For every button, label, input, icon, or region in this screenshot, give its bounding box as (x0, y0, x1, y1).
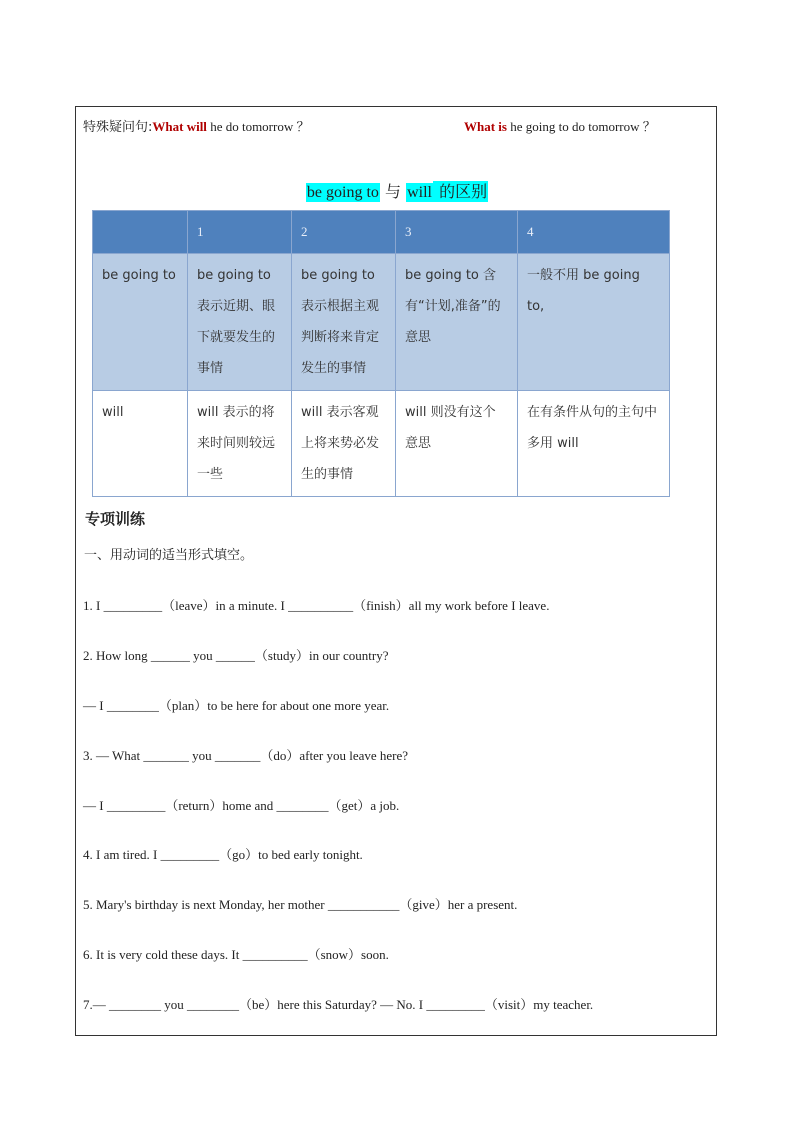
table-row-be-going-to (93, 254, 670, 391)
exercise-line: 3. — What _______ you _______（do）after you leave here? (83, 748, 409, 763)
question-line-going-to (464, 116, 656, 135)
exercise-line: — I ________（plan）to be here for about one more year. (83, 698, 390, 713)
exercise-line: 5. Mary's birthday is next Monday, her mother ___________（give）her a present. (83, 897, 518, 912)
title-will: will (407, 184, 432, 201)
table-cell: be going to 含有“计划,准备”的意思 (396, 254, 518, 391)
question-line-will (83, 116, 309, 135)
header-cell: 4 (518, 211, 670, 254)
will-question-rest: he do tomorrow ？ (206, 119, 310, 134)
title-difference: 的区别 (433, 182, 488, 201)
what-is-text: What is (464, 119, 507, 134)
table-cell: be going to 表示根据主观判断将来肯定发生的事情 (292, 254, 396, 391)
comparison-title (0, 179, 794, 202)
table-cell: will 表示客观上将来势必发生的事情 (292, 391, 396, 497)
table-cell: will 表示的将来时间则较远一些 (188, 391, 292, 497)
comparison-table (92, 210, 670, 497)
question-label: 特殊疑问句: (83, 120, 153, 135)
header-cell: 1 (188, 211, 292, 254)
section-title: 专项训练 (85, 510, 146, 528)
header-cell: 3 (396, 211, 518, 254)
table-row-will (93, 391, 670, 497)
what-will-text: What will (152, 119, 207, 134)
exercise-line: 4. I am tired. I _________（go）to bed early tonight. (83, 847, 363, 862)
table-cell: be going to 表示近期、眼下就要发生的事情 (188, 254, 292, 391)
table-cell: will (93, 391, 188, 497)
exercise-line: 7.— ________ you ________（be）here this Saturday? — No. I _________（visit）my teacher. (83, 997, 594, 1012)
exercise-line: 1. I _________（leave）in a minute. I __________（finish）all my work before I leave. (83, 598, 550, 613)
title-be-going-to: be going to (306, 184, 379, 201)
exercise-instruction: 一、用动词的适当形式填空。 (84, 548, 254, 563)
title-sep: 与 (379, 182, 407, 201)
table-cell: be going to (93, 254, 188, 391)
exercise-line: 2. How long ______ you ______（study）in our country? (83, 648, 389, 663)
header-cell: 2 (292, 211, 396, 254)
header-cell (93, 211, 188, 254)
table-header-row (93, 211, 670, 254)
table-cell: 一般不用 be going to, (518, 254, 670, 391)
exercise-line: 6. It is very cold these days. It __________（snow）soon. (83, 947, 389, 962)
going-to-question-rest: he going to do tomorrow ？ (506, 119, 656, 134)
table-cell: 在有条件从句的主句中多用 will (518, 391, 670, 497)
table-cell: will 则没有这个意思 (396, 391, 518, 497)
exercise-line: — I _________（return）home and ________（get）a job. (83, 798, 400, 813)
